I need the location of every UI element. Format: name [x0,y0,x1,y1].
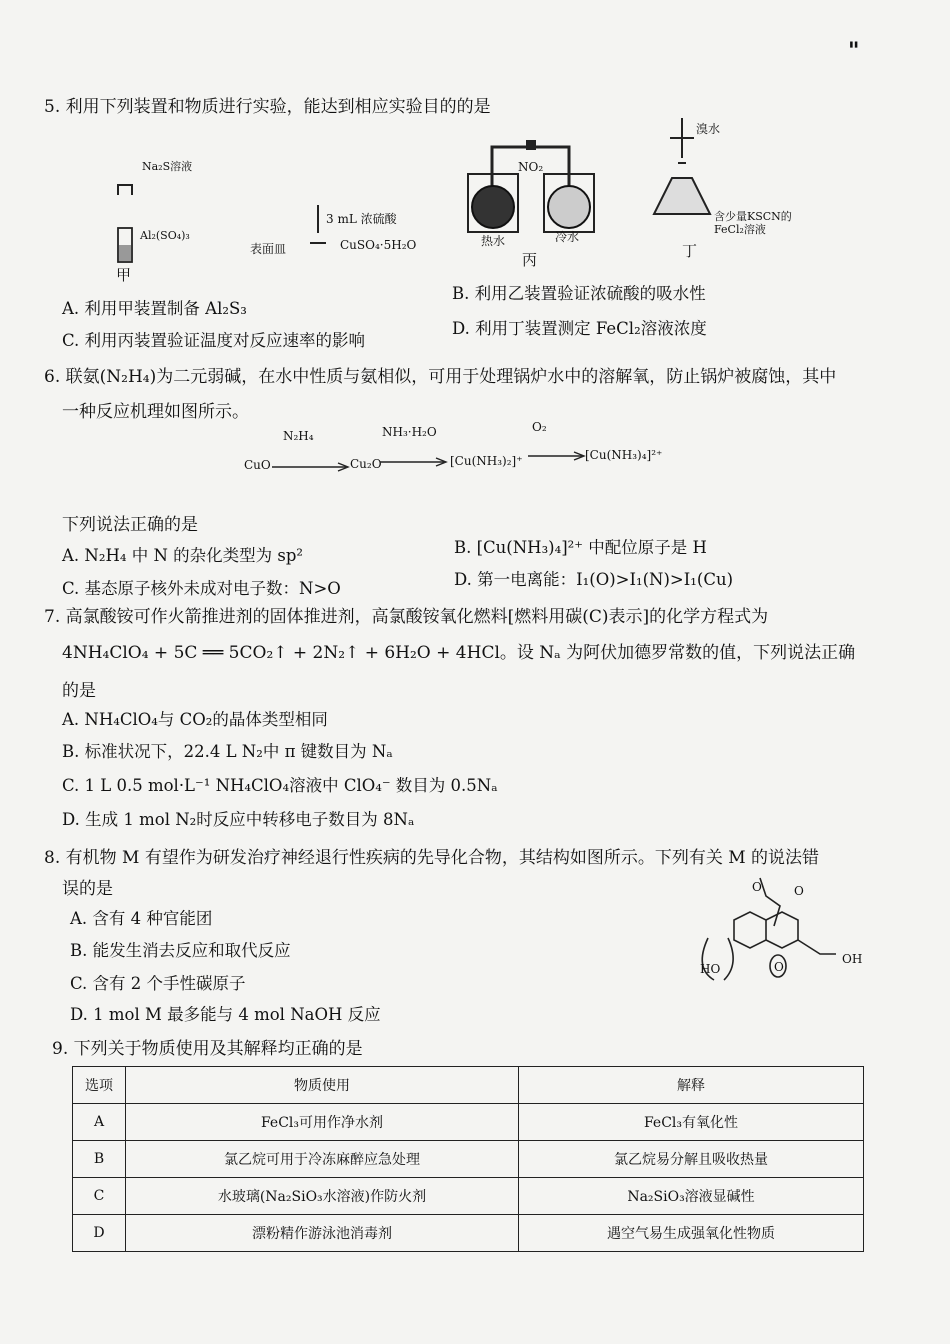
row-use: 水玻璃(Na₂SiO₃水溶液)作防火剂 [126,1178,519,1215]
header-use: 物质使用 [126,1067,519,1104]
q8-option-d: D. 1 mol M 最多能与 4 mol NaOH 反应 [70,1005,381,1024]
arrow-right-icon [380,457,450,467]
row-reason: 遇空气易生成强氧化性物质 [519,1215,864,1252]
scheme-r2: NH₃·H₂O [382,425,437,439]
table-row [73,1141,864,1178]
row-key: D [73,1215,126,1252]
scheme-r1: N₂H₄ [283,429,314,443]
structure-o1: O [752,880,762,894]
q7-option-d: D. 生成 1 mol N₂时反应中转移电子数目为 8Nₐ [62,810,415,829]
row-use: FeCl₃可用作净水剂 [126,1104,519,1141]
q5-option-d: D. 利用丁装置测定 FeCl₂溶液浓度 [452,319,707,338]
scheme-r3: O₂ [532,420,547,434]
ding-titrant: 溴水 [696,122,721,136]
table-header-row [73,1067,864,1104]
q7-stem-line2: 4NH₄ClO₄ + 5C ══ 5CO₂↑ + 2N₂↑ + 6H₂O + 4HCl。设 Nₐ 为阿伏加德罗常数的值，下列说法正确 [62,643,856,663]
structure-o3: O [774,960,784,974]
structure-o2: O [794,884,804,898]
q6-prompt: 下列说法正确的是 [62,515,198,535]
row-use: 漂粉精作游泳池消毒剂 [126,1215,519,1252]
row-key: B [73,1141,126,1178]
jia-label: 甲 [116,266,132,284]
q7-option-a: A. NH₄ClO₄与 CO₂的晶体类型相同 [62,710,328,729]
row-key: C [73,1178,126,1215]
q8-stem-line1: 8. 有机物 M 有望作为研发治疗神经退行性疾病的先导化合物，其结构如图所示。下列有关 M 的说法错 [44,848,820,868]
answer-table [72,1066,864,1252]
molecule-structure-icon [690,868,863,998]
q8-stem-line2: 误的是 [62,879,113,899]
yi-salt: CuSO₄·5H₂O [340,238,417,252]
q7-stem-line1: 7. 高氯酸铵可作火箭推进剂的固体推进剂，高氯酸铵氧化燃料[燃料用碳(C)表示]的化学方程式为 [44,607,769,627]
row-key: A [73,1104,126,1141]
scheme-s4: [Cu(NH₃)₄]²⁺ [585,448,663,462]
jia-reagent-top: Na₂S溶液 [142,160,193,173]
q7-option-b: B. 标准状况下，22.4 L N₂中 π 键数目为 Nₐ [62,742,393,761]
table-row [73,1215,864,1252]
q5-option-a: A. 利用甲装置制备 Al₂S₃ [62,299,247,318]
jia-reagent-bottom: Al₂(SO₄)₃ [140,229,190,242]
table-row [73,1178,864,1215]
q7-option-c: C. 1 L 0.5 mol·L⁻¹ NH₄ClO₄溶液中 ClO₄⁻ 数目为 0.5Nₐ [62,776,498,795]
q6-option-c: C. 基态原子核外未成对电子数：N>O [62,579,341,598]
structure-ho: HO [700,962,721,976]
row-reason: 氯乙烷易分解且吸收热量 [519,1141,864,1178]
scheme-s1: CuO [244,458,271,472]
bing-flasks-icon [464,132,604,242]
q6-option-a: A. N₂H₄ 中 N 的杂化类型为 sp² [62,546,304,565]
scheme-s2: Cu₂O [350,457,382,471]
header-option: 选项 [73,1067,126,1104]
q6-option-b: B. [Cu(NH₃)₄]²⁺ 中配位原子是 H [454,538,707,557]
row-use: 氯乙烷可用于冷冻麻醉应急处理 [126,1141,519,1178]
table-row [73,1104,864,1141]
corner-mark: " [848,38,860,64]
row-reason: Na₂SiO₃溶液显碱性 [519,1178,864,1215]
q8-option-c: C. 含有 2 个手性碳原子 [70,974,246,993]
q8-option-b: B. 能发生消去反应和取代反应 [70,941,291,960]
q9-stem: 9. 下列关于物质使用及其解释均正确的是 [52,1039,363,1059]
arrow-right-icon [272,462,352,472]
q5-option-b: B. 利用乙装置验证浓硫酸的吸水性 [452,284,706,303]
bing-hot: 热水 [481,234,506,248]
bing-cold: 冷水 [555,230,580,244]
q6-stem-line2: 一种反应机理如图所示。 [62,402,249,422]
ding-flask: 含少量KSCN的FeCl₂溶液 [714,210,792,236]
q5-option-c: C. 利用丙装置验证温度对反应速率的影响 [62,331,366,350]
arrow-right-icon [528,451,588,461]
q6-stem-line1: 6. 联氨(N₂H₄)为二元弱碱，在水中性质与氨相似，可用于处理锅炉水中的溶解氧，防止锅炉被腐蚀，其中 [44,367,837,387]
yi-acid: 3 mL 浓硫酸 [326,212,397,226]
bing-label: 丙 [522,251,538,269]
bing-gas: NO₂ [518,160,544,174]
q5-stem: 5. 利用下列装置和物质进行实验，能达到相应实验目的的是 [44,97,491,117]
q8-option-a: A. 含有 4 种官能团 [70,909,213,928]
q7-stem-line3: 的是 [62,681,96,701]
ding-label: 丁 [682,242,698,260]
scheme-s3: [Cu(NH₃)₂]⁺ [450,454,523,468]
structure-oh: OH [842,952,863,966]
header-reason: 解释 [519,1067,864,1104]
q6-option-d: D. 第一电离能：I₁(O)>I₁(N)>I₁(Cu) [454,570,734,589]
yi-dish: 表面皿 [250,242,287,256]
row-reason: FeCl₃有氧化性 [519,1104,864,1141]
